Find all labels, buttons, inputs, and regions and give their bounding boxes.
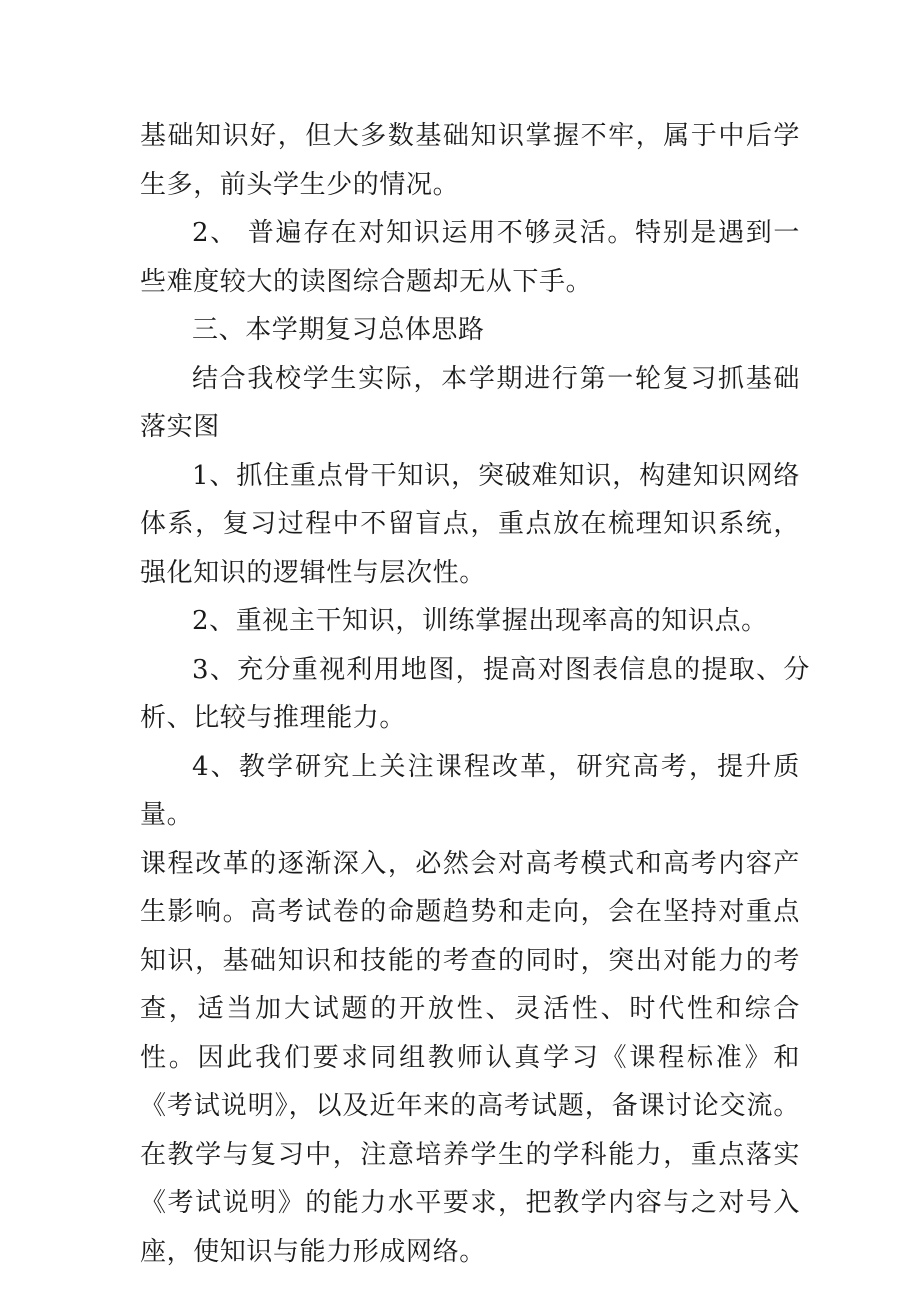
paragraph-continued-basic-knowledge: 基础知识好，但大多数基础知识掌握不牢，属于中后学生多，前头学生少的情况。: [140, 121, 800, 200]
paragraph-item-2-main-knowledge: 2、重视主干知识，训练掌握出现率高的知识点。: [192, 606, 768, 636]
paragraph-item-2-flexibility: 2、 普遍存在对知识运用不够灵活。特别是遇到一些难度较大的读图综合题却无从下手。: [140, 218, 800, 297]
paragraph-item-1-key-knowledge: 1、抓住重点骨干知识，突破难知识，构建知识网络体系，复习过程中不留盲点，重点放在梳理知识系统，强化知识的逻辑性与层次性。: [140, 460, 800, 588]
document-body: [140, 112, 810, 1276]
paragraph-school-reality: 结合我校学生实际，本学期进行第一轮复习抓基础落实图: [140, 363, 800, 442]
paragraph-item-3-maps: 3、充分重视利用地图，提高对图表信息的提取、分析、比较与推理能力。: [140, 654, 810, 733]
paragraph-item-4-research: 4、教学研究上关注课程改革，研究高考，提升质量。: [140, 751, 800, 830]
section-heading-review-approach: 三、本学期复习总体思路: [192, 315, 485, 345]
paragraph-curriculum-reform: 课程改革的逐渐深入，必然会对高考模式和高考内容产生影响。高考试卷的命题趋势和走向，会在坚持对重点知识，基础知识和技能的考查的同时，突出对能力的考查，适当加大试题的开放性、灵活性、时代性和综合性。因此我们要求同组教师认真学习《课程标准》和《考试说明》，以及近年来的高考试题，备课讨论交流。在教学与复习中，注意培养学生的学科能力，重点落实《考试说明》的能力水平要求，把教学内容与之对号入座，使知识与能力形成网络。: [140, 848, 800, 1267]
